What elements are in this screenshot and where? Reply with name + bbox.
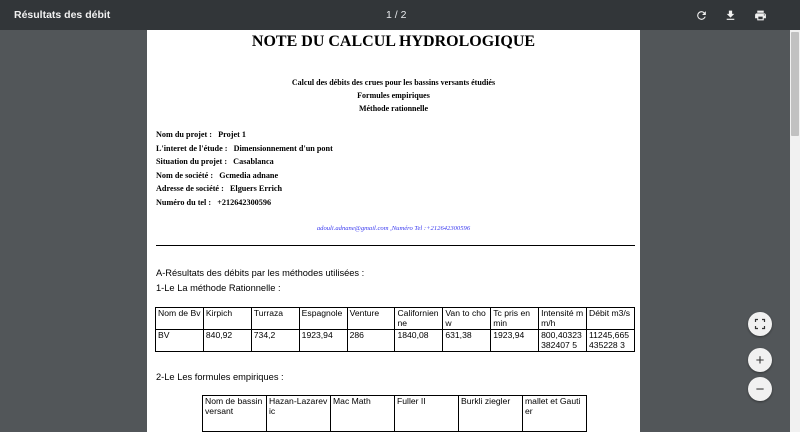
table-header-cell: Nom de Bv [156, 308, 204, 330]
table-header-row [156, 308, 635, 330]
subtitle-line: Méthode rationnelle [358, 104, 429, 113]
zoom-out-button[interactable] [748, 377, 772, 401]
table-header-cell: Kirpich [203, 308, 251, 330]
table-cell: 1923,94 [299, 330, 347, 352]
table-cell: 800,40323382407 5 [539, 330, 587, 352]
subtitle-line: Calcul des débits des crues pour les bassins versants étudiés [291, 78, 496, 87]
subtitle-line: Formules empiriques [357, 91, 430, 100]
zoom-in-button[interactable] [748, 348, 772, 372]
empirical-formulas-table [202, 395, 587, 432]
table-header-cell: Hazan-Lazarevic [267, 396, 331, 432]
table-cell: 840,92 [203, 330, 251, 352]
table-header-cell: Débit m3/s [587, 308, 635, 330]
table-cell: BV [156, 330, 204, 352]
contact-line: adouli.adnane@gmail.com ,Numéro Tel :+212642300596 [316, 225, 471, 232]
fit-to-page-icon [754, 318, 766, 330]
table-row [156, 330, 635, 352]
table-header-cell: Espagnole [299, 308, 347, 330]
table-cell: 1923,94 [491, 330, 539, 352]
company-address: Adresse de société : Elguers Errich [156, 184, 283, 193]
table-header-cell: Intensité mm/h [539, 308, 587, 330]
table-header-cell: Nom de bassin versant [203, 396, 267, 432]
table-header-cell: Turraza [251, 308, 299, 330]
project-name: Nom du projet : Projet 1 [156, 130, 246, 139]
page-heading: NOTE DU CALCUL HYDROLOGIQUE [251, 33, 536, 50]
table-header-cell: mallet et Gautier [523, 396, 587, 432]
viewer-toolbar [0, 0, 800, 30]
project-location: Situation du projet : Casablanca [156, 157, 274, 166]
table-header-cell: Venture [347, 308, 395, 330]
rotate-button[interactable] [692, 6, 710, 24]
pdf-page [147, 30, 640, 432]
phone-number: Numéro du tel : +212642300596 [156, 198, 272, 207]
rotate-icon [695, 9, 708, 22]
print-icon [754, 9, 767, 22]
fit-to-page-button[interactable] [748, 312, 772, 336]
table-header-cell: Californienne [395, 308, 443, 330]
table-header-cell: Van to chow [443, 308, 491, 330]
table-header-cell: Mac Math [331, 396, 395, 432]
download-icon [724, 9, 737, 22]
section-1-heading: 1-Le La méthode Rationnelle : [156, 283, 281, 293]
table-header-cell: Fuller II [395, 396, 459, 432]
section-a-heading: A-Résultats des débits par les méthodes utilisées : [156, 268, 365, 278]
table-cell: 1840,08 [395, 330, 443, 352]
minus-icon: − [755, 380, 765, 398]
table-header-cell: Burkli ziegler [459, 396, 523, 432]
table-cell: 734,2 [251, 330, 299, 352]
table-cell: 286 [347, 330, 395, 352]
section-2-heading: 2-Le Les formules empiriques : [156, 372, 284, 382]
company-name: Nom de société : Gcmedia adnane [156, 171, 279, 180]
study-purpose: L'interet de l'étude : Dimensionnement d'un pont [156, 144, 333, 153]
page-indicator: 1 / 2 [386, 9, 407, 21]
scrollbar-thumb[interactable] [791, 32, 799, 136]
table-cell: 11245,665435228 3 [587, 330, 635, 352]
download-button[interactable] [721, 6, 739, 24]
table-header-cell: Tc pris en min [491, 308, 539, 330]
rational-method-table [155, 307, 635, 352]
plus-icon: + [755, 351, 765, 369]
divider [156, 245, 635, 246]
print-button[interactable] [751, 6, 769, 24]
table-cell: 631,38 [443, 330, 491, 352]
document-title: Résultats des débit [14, 9, 111, 21]
table-header-row [203, 396, 587, 432]
